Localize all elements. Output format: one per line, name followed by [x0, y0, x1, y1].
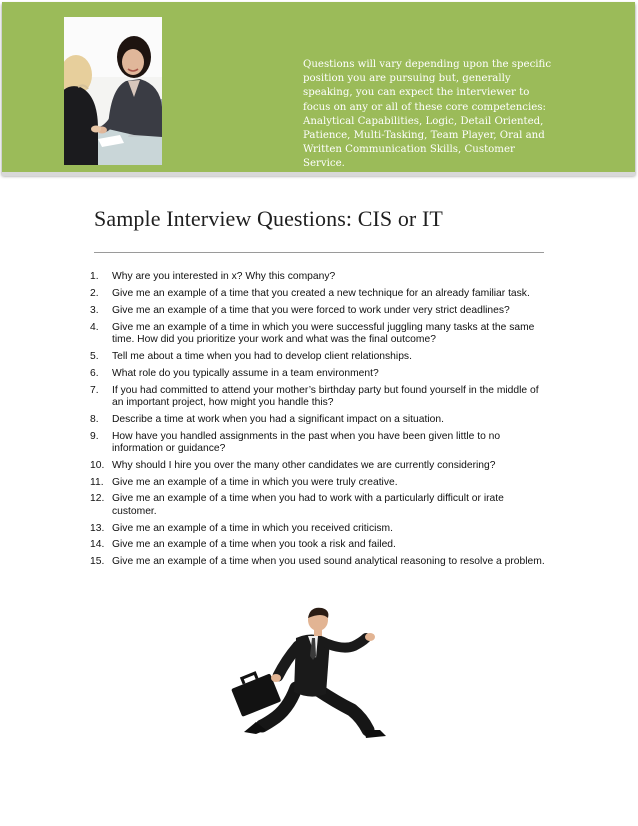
question-number: 1.	[90, 271, 99, 282]
question-number: 14.	[90, 539, 105, 551]
question-item	[90, 493, 550, 517]
page-title: Sample Interview Questions: CIS or IT	[94, 206, 443, 231]
question-item	[90, 322, 550, 346]
question-number: 11.	[90, 476, 104, 488]
question-item	[90, 414, 550, 426]
question-item	[90, 385, 550, 409]
question-number: 13.	[90, 522, 105, 534]
question-item	[90, 431, 550, 455]
question-text: Why should I hire you over the many other candidates we are currently considering?	[112, 459, 496, 471]
question-item	[90, 460, 550, 472]
question-item	[90, 351, 550, 363]
question-number: 2.	[90, 287, 99, 299]
question-number: 10.	[90, 459, 105, 471]
question-text: Give me an example of a time when you took a risk and failed.	[112, 539, 396, 551]
question-item	[90, 539, 550, 551]
question-text: Give me an example of a time in which you received criticism.	[112, 522, 393, 534]
question-text: Describe a time at work when you had a significant impact on a situation.	[112, 413, 444, 425]
title-divider	[94, 252, 544, 253]
banner-intro-text: Questions will vary depending upon the specific position you are pursuing but, generally speaking, you can expect the interviewer to focus on any or all of these core competencies: Analytical Capabilities, Logic, Detail Oriented, Patience, Multi-Tasking, Team Player, Oral and Written Communication Skills, Customer Service.	[303, 59, 552, 170]
question-item	[90, 305, 550, 317]
question-item	[90, 288, 550, 300]
running-businessman-illustration	[226, 602, 396, 752]
question-text: Give me an example of a time in which you were truly creative.	[112, 476, 398, 488]
banner-shadow	[2, 172, 635, 176]
question-number: 4.	[90, 321, 99, 333]
question-item	[90, 477, 550, 489]
question-number: 12.	[90, 493, 105, 505]
question-number: 9.	[90, 430, 99, 442]
question-number: 8.	[90, 413, 99, 425]
question-number: 6.	[90, 367, 99, 379]
question-text: Give me an example of a time when you had to work with a particularly difficult or irate customer.	[112, 493, 504, 517]
question-text: What role do you typically assume in a team environment?	[112, 367, 379, 379]
question-number: 3.	[90, 304, 99, 316]
question-item	[90, 368, 550, 380]
question-item	[90, 271, 550, 283]
question-text: Give me an example of a time that you created a new technique for an already familiar task.	[112, 287, 530, 299]
question-text: Tell me about a time when you had to develop client relationships.	[112, 350, 412, 362]
question-text: Give me an example of a time when you used sound analytical reasoning to resolve a problem.	[112, 556, 545, 568]
question-text: If you had committed to attend your mother’s birthday party but found yourself in the middle of an important project, how might you handle this?	[112, 384, 539, 408]
question-number: 7.	[90, 384, 99, 396]
question-text: Why are you interested in x? Why this company?	[112, 271, 336, 282]
question-number: 5.	[90, 350, 99, 362]
question-text: Give me an example of a time that you were forced to work under very strict deadlines?	[112, 304, 510, 316]
question-item	[90, 556, 550, 568]
question-list	[90, 271, 550, 573]
question-text: Give me an example of a time in which you were successful juggling many tasks at the same time. How did you prioritize your work and what was the final outcome?	[112, 321, 535, 345]
question-item	[90, 523, 550, 535]
question-text: How have you handled assignments in the past when you have been given little to no information or guidance?	[112, 430, 501, 454]
interview-photo	[64, 17, 162, 165]
question-number: 15.	[90, 556, 105, 568]
